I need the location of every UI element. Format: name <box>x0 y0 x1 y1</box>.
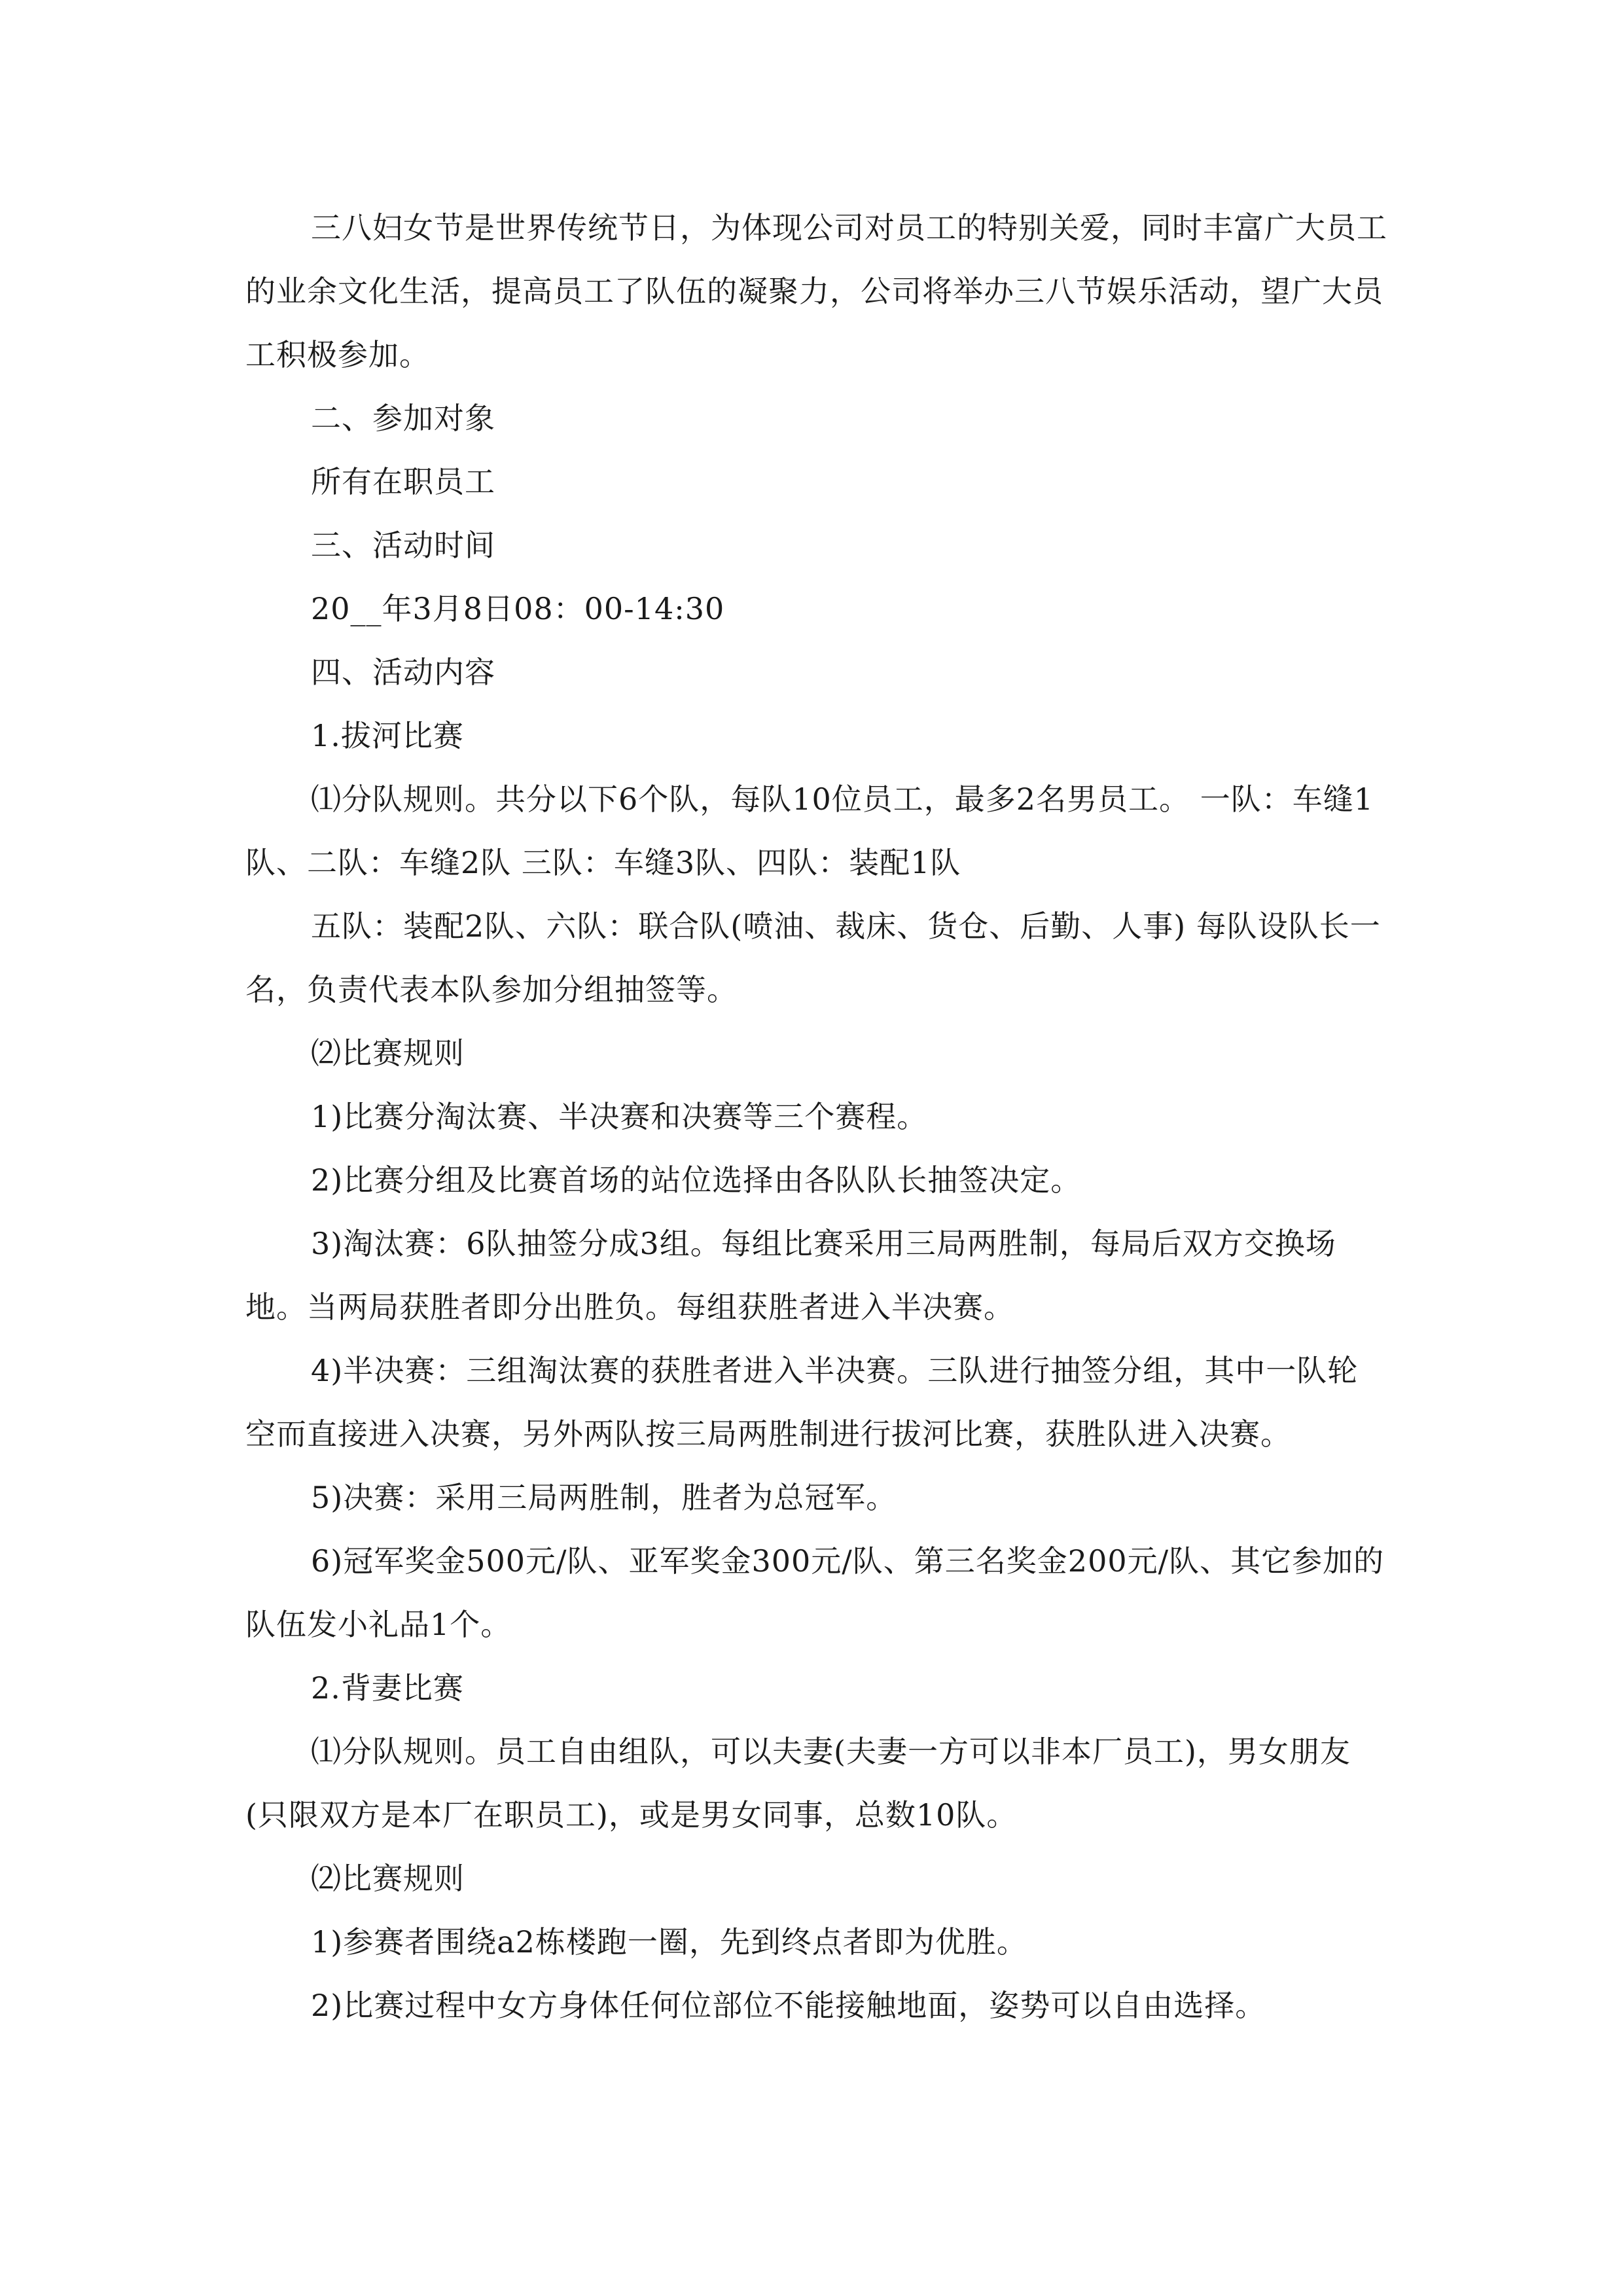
participants-text: 所有在职员工 <box>311 464 495 499</box>
tug-of-war-rule-1: 1)比赛分淘汰赛、半决赛和决赛等三个赛程。 <box>311 1099 928 1134</box>
tug-of-war-rule-5: 5)决赛：采用三局两胜制，胜者为总冠军。 <box>311 1480 897 1515</box>
tug-of-war-rule-6: 6)冠军奖金500元/队、亚军奖金300元/队、第三名奖金200元/队、其它参加的队伍发小礼品1个。 <box>245 1543 1385 1642</box>
intro-paragraph: 三八妇女节是世界传统节日，为体现公司对员工的特别关爱，同时丰富广大员工的业余文化生活，提高员工了队伍的凝聚力，公司将举办三八节娱乐活动，望广大员工积极参加。 <box>245 210 1387 372</box>
tug-of-war-rule-4: 4)半决赛：三组淘汰赛的获胜者进入半决赛。三队进行抽签分组，其中一队轮空而直接进入决赛，另外两队按三局两胜制进行拔河比赛，获胜队进入决赛。 <box>245 1353 1359 1452</box>
tug-of-war-team-rules-cont: 五队：装配2队、六队：联合队(喷油、裁床、货仓、后勤、人事) 每队设队长一名，负责代表本队参加分组抽签等。 <box>245 908 1381 1007</box>
document-body <box>245 196 1387 2037</box>
section-heading-time: 三、活动时间 <box>311 528 495 563</box>
subheading-wife-carrying: 2.背妻比赛 <box>311 1670 464 1706</box>
subheading-tug-of-war: 1.拔河比赛 <box>311 718 464 753</box>
tug-of-war-rule-3: 3)淘汰赛：6队抽签分成3组。每组比赛采用三局两胜制，每局后双方交换场地。当两局获胜者即分出胜负。每组获胜者进入半决赛。 <box>245 1226 1336 1325</box>
wife-carrying-rule-2: 2)比赛过程中女方身体任何位部位不能接触地面，姿势可以自由选择。 <box>311 1988 1266 2023</box>
tug-of-war-match-rules-heading: ⑵比赛规则 <box>311 1035 465 1071</box>
tug-of-war-rule-2: 2)比赛分组及比赛首场的站位选择由各队队长抽签决定。 <box>311 1162 1082 1198</box>
section-heading-participants: 二、参加对象 <box>311 401 495 436</box>
wife-carrying-match-rules-heading: ⑵比赛规则 <box>311 1861 465 1896</box>
time-text: 20__年3月8日08：00-14:30 <box>311 591 725 626</box>
tug-of-war-team-rules: ⑴分队规则。共分以下6个队，每队10位员工，最多2名男员工。 一队：车缝1队、二队：车缝2队 三队：车缝3队、四队：装配1队 <box>245 781 1374 880</box>
section-heading-content: 四、活动内容 <box>311 655 495 690</box>
wife-carrying-team-rules: ⑴分队规则。员工自由组队，可以夫妻(夫妻一方可以非本厂员工)，男女朋友(只限双方是本厂在职员工)，或是男女同事，总数10队。 <box>245 1734 1351 1833</box>
wife-carrying-rule-1: 1)参赛者围绕a2栋楼跑一圈，先到终点者即为优胜。 <box>311 1924 1027 1960</box>
